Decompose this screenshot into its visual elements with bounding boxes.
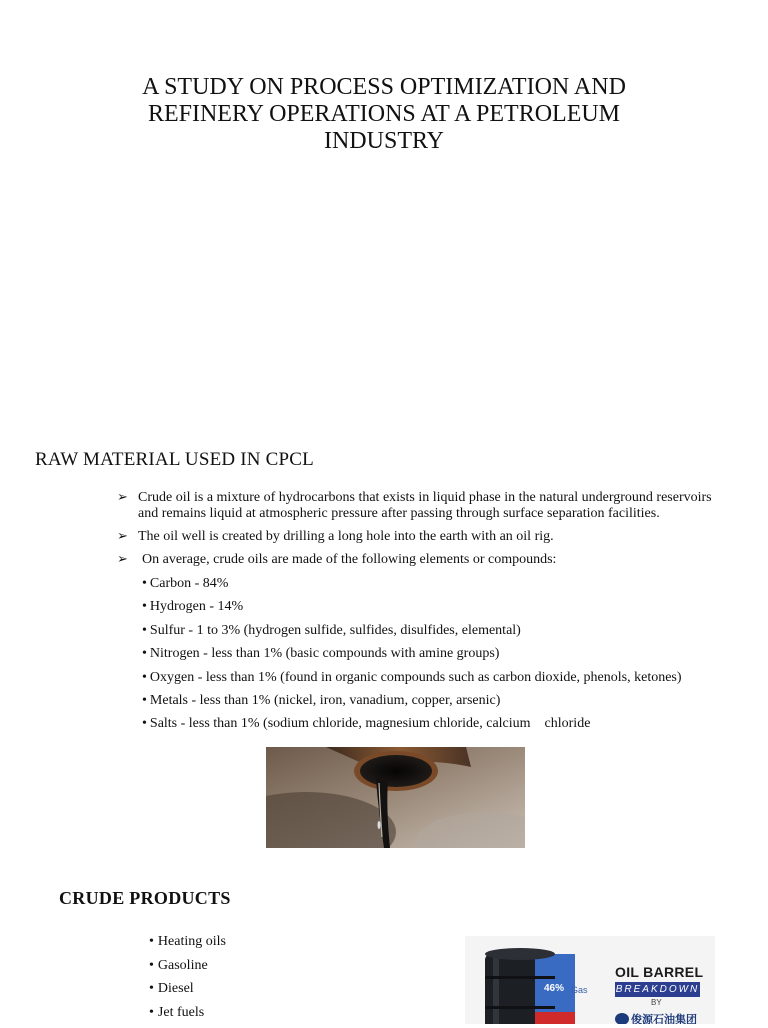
product-text: Diesel	[157, 981, 194, 997]
list-item	[149, 934, 226, 958]
element-text: Oxygen - less than 1% (found in organic compounds such as carbon dioxide, phenols, ketones)	[149, 669, 682, 685]
barrel-graphic-subtitle: BREAKDOWN	[615, 984, 700, 995]
barrel-graphic-by: BY	[651, 998, 662, 1007]
dot-bullet-icon: •	[142, 599, 147, 615]
barrel-graphic-title: OIL BARREL	[615, 964, 704, 980]
list-item	[149, 958, 226, 982]
product-text: Heating oils	[157, 934, 226, 949]
element-item	[142, 646, 717, 669]
crude-products-list	[149, 934, 226, 1028]
list-item	[149, 981, 226, 1005]
arrow-bullet-icon: ➢	[117, 552, 128, 567]
crude-products-heading: CRUDE PRODUCTS	[59, 888, 231, 908]
arrow-bullet-icon: ➢	[117, 490, 128, 505]
title-line-3: INDUSTRY	[323, 128, 444, 154]
bullet-item	[117, 552, 717, 568]
bullet-text: On average, crude oils are made of the following elements or compounds:	[142, 552, 557, 567]
element-text: Carbon - 84%	[149, 576, 229, 591]
dot-bullet-icon: •	[142, 646, 147, 662]
dot-bullet-icon: •	[142, 692, 147, 708]
dot-bullet-icon: •	[142, 576, 147, 591]
crude-oil-pouring-image	[266, 747, 525, 848]
oil-barrel-breakdown-graphic	[465, 936, 715, 1024]
product-text: Jet fuels	[157, 1004, 205, 1020]
dot-bullet-icon: •	[142, 716, 147, 732]
element-text: Salts - less than 1% (sodium chloride, magnesium chloride, calcium chloride	[149, 716, 591, 732]
bullet-item	[117, 529, 717, 545]
dot-bullet-icon: •	[149, 1004, 154, 1020]
dot-bullet-icon: •	[142, 669, 147, 685]
raw-material-bullets	[117, 490, 717, 740]
dot-bullet-icon: •	[142, 622, 147, 638]
element-text: Hydrogen - 14%	[149, 599, 244, 615]
company-logo-icon	[615, 1013, 629, 1024]
element-text: Metals - less than 1% (nickel, iron, vanadium, copper, arsenic)	[149, 692, 501, 708]
gas-percent: 46%	[544, 983, 565, 994]
bullet-text: The oil well is created by drilling a long hole into the earth with an oil rig.	[138, 529, 554, 544]
gas-label: Gas	[571, 985, 588, 995]
arrow-bullet-icon: ➢	[117, 529, 128, 544]
dot-bullet-icon: •	[149, 981, 154, 997]
element-item	[142, 623, 717, 646]
slide-title	[0, 74, 768, 155]
company-logo	[615, 1011, 697, 1024]
list-item	[149, 1005, 226, 1028]
element-item	[142, 670, 717, 693]
element-item	[142, 599, 717, 622]
element-text: Nitrogen - less than 1% (basic compounds with amine groups)	[149, 646, 500, 662]
bullet-item	[117, 490, 717, 522]
element-item	[142, 716, 717, 739]
title-line-2: REFINERY OPERATIONS AT A PETROLEUM	[147, 101, 621, 127]
product-text: Gasoline	[157, 957, 208, 973]
element-text: Sulfur - 1 to 3% (hydrogen sulfide, sulfides, disulfides, elemental)	[149, 622, 521, 638]
company-name: 俊源石油集团	[631, 1013, 697, 1024]
element-item	[142, 693, 717, 716]
bullet-text: Crude oil is a mixture of hydrocarbons that exists in liquid phase in the natural underground reservoirs and remains liquid at atmospheric pressure after passing through surface separation facilities.	[138, 490, 712, 521]
raw-material-heading: RAW MATERIAL USED IN CPCL	[35, 449, 314, 470]
title-line-1: A STUDY ON PROCESS OPTIMIZATION AND	[142, 74, 626, 100]
dot-bullet-icon: •	[149, 934, 154, 949]
element-item	[142, 576, 717, 599]
dot-bullet-icon: •	[149, 957, 154, 973]
element-list	[142, 576, 717, 740]
oil-drip-illustration	[266, 747, 525, 848]
